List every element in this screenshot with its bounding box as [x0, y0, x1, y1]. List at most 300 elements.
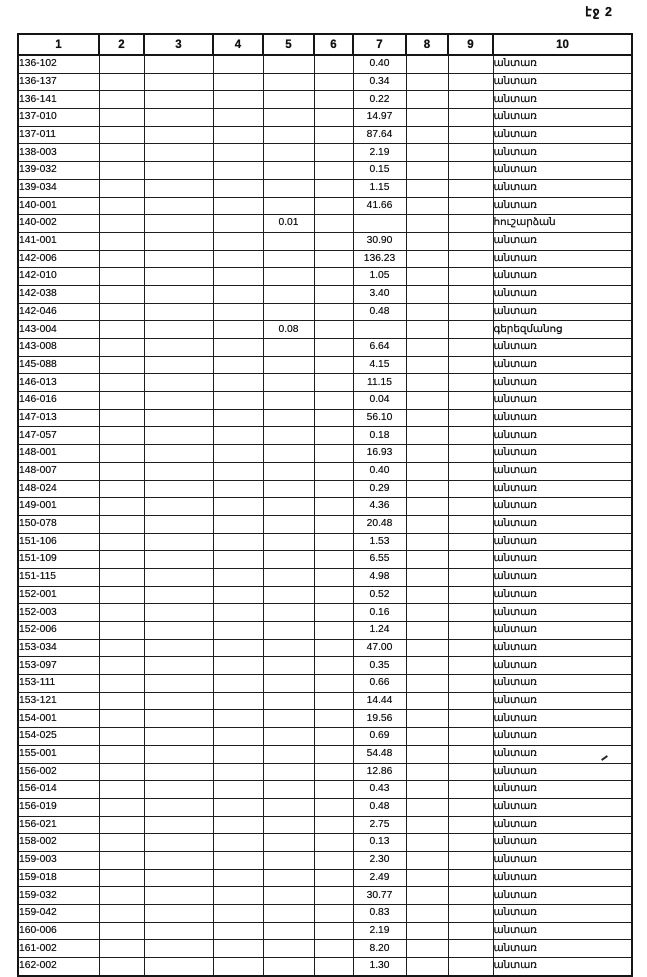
cell-empty	[213, 215, 263, 233]
cell-col5-value: 0.08	[263, 321, 314, 339]
cell-empty	[314, 144, 353, 162]
cell-empty	[213, 834, 263, 852]
table-row	[18, 321, 632, 339]
cell-area-value: 4.15	[353, 356, 406, 374]
cell-parcel-id: 142-010	[18, 268, 99, 286]
cell-land-use: անտառ	[493, 798, 632, 816]
cell-empty	[213, 144, 263, 162]
cell-empty	[406, 285, 448, 303]
cell-col5-value	[263, 551, 314, 569]
cell-empty	[406, 55, 448, 73]
cell-parcel-id: 142-038	[18, 285, 99, 303]
column-header-4: 4	[213, 34, 263, 55]
cell-empty	[144, 781, 213, 799]
cell-area-value	[353, 215, 406, 233]
column-header-2: 2	[99, 34, 144, 55]
cell-empty	[144, 622, 213, 640]
table-row	[18, 515, 632, 533]
column-header-10: 10	[493, 34, 632, 55]
cell-col5-value	[263, 445, 314, 463]
cell-empty	[448, 109, 493, 127]
table-row	[18, 958, 632, 976]
cell-parcel-id: 151-109	[18, 551, 99, 569]
table-row	[18, 905, 632, 923]
table-header-row	[18, 34, 632, 55]
table-body	[18, 55, 632, 976]
cell-area-value: 12.86	[353, 763, 406, 781]
cell-empty	[406, 710, 448, 728]
cell-empty	[406, 568, 448, 586]
cell-empty	[99, 905, 144, 923]
cell-land-use: անտառ	[493, 445, 632, 463]
cell-area-value: 11.15	[353, 374, 406, 392]
cell-empty	[314, 551, 353, 569]
cell-area-value: 2.30	[353, 851, 406, 869]
cell-parcel-id: 162-002	[18, 958, 99, 976]
cell-area-value: 4.98	[353, 568, 406, 586]
cell-area-value: 0.66	[353, 675, 406, 693]
table-row	[18, 409, 632, 427]
column-header-6: 6	[314, 34, 353, 55]
cell-empty	[213, 922, 263, 940]
cell-empty	[406, 745, 448, 763]
cell-area-value: 1.30	[353, 958, 406, 976]
cell-parcel-id: 154-001	[18, 710, 99, 728]
cell-col5-value	[263, 622, 314, 640]
cell-empty	[406, 303, 448, 321]
cell-land-use: անտառ	[493, 586, 632, 604]
cell-empty	[406, 834, 448, 852]
cell-empty	[99, 745, 144, 763]
cell-area-value: 2.19	[353, 922, 406, 940]
cell-parcel-id: 159-032	[18, 887, 99, 905]
cell-empty	[99, 303, 144, 321]
cell-empty	[144, 109, 213, 127]
cell-land-use: անտառ	[493, 55, 632, 73]
cell-empty	[99, 710, 144, 728]
cell-empty	[448, 55, 493, 73]
cell-area-value: 41.66	[353, 197, 406, 215]
cell-empty	[213, 73, 263, 91]
table-row	[18, 144, 632, 162]
cell-col5-value	[263, 940, 314, 958]
cell-col5-value	[263, 533, 314, 551]
cell-empty	[448, 126, 493, 144]
cell-empty	[406, 905, 448, 923]
cell-empty	[144, 798, 213, 816]
cell-empty	[213, 55, 263, 73]
cell-empty	[99, 215, 144, 233]
cell-land-use: անտառ	[493, 834, 632, 852]
cell-empty	[213, 515, 263, 533]
cell-empty	[213, 940, 263, 958]
cell-land-use: անտառ	[493, 126, 632, 144]
cell-empty	[99, 763, 144, 781]
cell-col5-value	[263, 303, 314, 321]
table-row	[18, 692, 632, 710]
cell-empty	[448, 268, 493, 286]
cell-col5-value	[263, 462, 314, 480]
cell-col5-value	[263, 869, 314, 887]
table-row	[18, 533, 632, 551]
cell-empty	[406, 551, 448, 569]
cell-empty	[448, 498, 493, 516]
cell-empty	[99, 922, 144, 940]
cell-empty	[314, 639, 353, 657]
cell-empty	[314, 816, 353, 834]
cell-col5-value	[263, 515, 314, 533]
cell-empty	[314, 533, 353, 551]
cell-parcel-id: 148-024	[18, 480, 99, 498]
cell-empty	[448, 763, 493, 781]
cell-land-use: անտառ	[493, 940, 632, 958]
cell-empty	[448, 232, 493, 250]
cell-empty	[406, 639, 448, 657]
cell-area-value: 19.56	[353, 710, 406, 728]
cell-land-use: անտառ	[493, 409, 632, 427]
table-row	[18, 303, 632, 321]
table-row	[18, 197, 632, 215]
cell-empty	[448, 728, 493, 746]
cell-parcel-id: 151-115	[18, 568, 99, 586]
cell-area-value: 0.29	[353, 480, 406, 498]
cell-empty	[99, 834, 144, 852]
cell-parcel-id: 159-003	[18, 851, 99, 869]
cell-land-use: անտառ	[493, 692, 632, 710]
cell-empty	[213, 162, 263, 180]
cell-land-use: անտառ	[493, 710, 632, 728]
cell-land-use: անտառ	[493, 144, 632, 162]
cell-parcel-id: 146-016	[18, 392, 99, 410]
cell-empty	[314, 675, 353, 693]
cell-parcel-id: 136-137	[18, 73, 99, 91]
cell-empty	[144, 692, 213, 710]
cell-empty	[144, 232, 213, 250]
cell-empty	[213, 798, 263, 816]
table-row	[18, 675, 632, 693]
cell-col5-value	[263, 905, 314, 923]
cell-parcel-id: 140-002	[18, 215, 99, 233]
cell-empty	[213, 639, 263, 657]
cell-col5-value	[263, 91, 314, 109]
cell-empty	[406, 498, 448, 516]
table-row	[18, 215, 632, 233]
cell-empty	[213, 710, 263, 728]
cell-empty	[213, 109, 263, 127]
cell-empty	[406, 887, 448, 905]
cell-empty	[448, 533, 493, 551]
cadastral-data-table	[17, 33, 633, 977]
cell-empty	[314, 392, 353, 410]
cell-empty	[406, 515, 448, 533]
cell-empty	[213, 763, 263, 781]
cell-col5-value	[263, 710, 314, 728]
cell-empty	[99, 586, 144, 604]
cell-area-value: 30.90	[353, 232, 406, 250]
column-header-5: 5	[263, 34, 314, 55]
cell-empty	[99, 126, 144, 144]
table-row	[18, 445, 632, 463]
cell-empty	[314, 657, 353, 675]
cell-col5-value	[263, 498, 314, 516]
cell-parcel-id: 153-111	[18, 675, 99, 693]
cell-empty	[448, 568, 493, 586]
table-row	[18, 869, 632, 887]
cell-empty	[406, 922, 448, 940]
cell-empty	[144, 498, 213, 516]
cell-empty	[213, 445, 263, 463]
cell-col5-value	[263, 179, 314, 197]
column-header-7: 7	[353, 34, 406, 55]
cell-parcel-id: 150-078	[18, 515, 99, 533]
cell-empty	[406, 321, 448, 339]
table-row	[18, 91, 632, 109]
cell-empty	[448, 515, 493, 533]
cell-empty	[99, 197, 144, 215]
table-row	[18, 179, 632, 197]
table-row	[18, 586, 632, 604]
table-row	[18, 745, 632, 763]
cell-empty	[144, 462, 213, 480]
cell-empty	[314, 745, 353, 763]
cell-land-use: անտառ	[493, 622, 632, 640]
cell-empty	[144, 639, 213, 657]
cell-empty	[448, 480, 493, 498]
cell-area-value: 0.34	[353, 73, 406, 91]
cell-empty	[314, 905, 353, 923]
cell-empty	[448, 215, 493, 233]
cell-empty	[448, 409, 493, 427]
cell-empty	[144, 392, 213, 410]
cell-parcel-id: 159-018	[18, 869, 99, 887]
cell-parcel-id: 156-002	[18, 763, 99, 781]
cell-empty	[314, 728, 353, 746]
cell-col5-value	[263, 374, 314, 392]
cell-empty	[144, 73, 213, 91]
cell-area-value: 1.05	[353, 268, 406, 286]
cell-empty	[314, 215, 353, 233]
cell-empty	[144, 905, 213, 923]
cell-area-value: 0.13	[353, 834, 406, 852]
cell-empty	[99, 144, 144, 162]
table-row	[18, 162, 632, 180]
cell-empty	[406, 533, 448, 551]
cell-empty	[99, 869, 144, 887]
cell-empty	[448, 816, 493, 834]
cell-empty	[144, 162, 213, 180]
cell-empty	[448, 339, 493, 357]
cell-empty	[448, 427, 493, 445]
cell-area-value: 0.16	[353, 604, 406, 622]
cell-area-value: 1.53	[353, 533, 406, 551]
cell-empty	[144, 728, 213, 746]
cell-empty	[99, 179, 144, 197]
cell-area-value: 0.40	[353, 55, 406, 73]
cell-parcel-id: 137-011	[18, 126, 99, 144]
table-row	[18, 639, 632, 657]
cell-empty	[314, 356, 353, 374]
cell-parcel-id: 143-004	[18, 321, 99, 339]
table-row	[18, 604, 632, 622]
cell-land-use: անտառ	[493, 604, 632, 622]
cell-area-value: 14.97	[353, 109, 406, 127]
cell-col5-value	[263, 586, 314, 604]
cell-empty	[213, 374, 263, 392]
cell-land-use: անտառ	[493, 728, 632, 746]
cell-col5-value	[263, 162, 314, 180]
cell-empty	[406, 339, 448, 357]
cell-empty	[448, 197, 493, 215]
cell-empty	[448, 940, 493, 958]
cell-empty	[213, 604, 263, 622]
cell-empty	[314, 515, 353, 533]
cell-empty	[448, 851, 493, 869]
cell-empty	[406, 869, 448, 887]
cell-empty	[314, 321, 353, 339]
cell-col5-value	[263, 250, 314, 268]
cell-empty	[448, 798, 493, 816]
cell-area-value: 4.36	[353, 498, 406, 516]
cell-land-use: անտառ	[493, 515, 632, 533]
cell-empty	[99, 940, 144, 958]
cell-empty	[314, 374, 353, 392]
cell-col5-value	[263, 126, 314, 144]
cell-empty	[99, 533, 144, 551]
table-row	[18, 798, 632, 816]
cell-area-value: 87.64	[353, 126, 406, 144]
cell-empty	[314, 692, 353, 710]
cell-area-value: 2.75	[353, 816, 406, 834]
cell-empty	[99, 728, 144, 746]
cell-empty	[144, 91, 213, 109]
table-row	[18, 285, 632, 303]
cell-parcel-id: 140-001	[18, 197, 99, 215]
cell-empty	[144, 887, 213, 905]
cell-empty	[406, 657, 448, 675]
cell-empty	[99, 321, 144, 339]
cell-empty	[99, 816, 144, 834]
cell-area-value: 1.15	[353, 179, 406, 197]
table-row	[18, 940, 632, 958]
table-row	[18, 657, 632, 675]
cell-parcel-id: 155-001	[18, 745, 99, 763]
cell-area-value: 30.77	[353, 887, 406, 905]
cell-empty	[406, 91, 448, 109]
cell-area-value: 0.69	[353, 728, 406, 746]
cell-empty	[448, 675, 493, 693]
cell-land-use: անտառ	[493, 816, 632, 834]
cell-empty	[213, 551, 263, 569]
page-number-label: էջ 2	[585, 5, 613, 19]
cell-parcel-id: 149-001	[18, 498, 99, 516]
table-row	[18, 356, 632, 374]
cell-col5-value	[263, 109, 314, 127]
cell-empty	[406, 392, 448, 410]
table-row	[18, 126, 632, 144]
cell-empty	[406, 427, 448, 445]
cell-empty	[314, 568, 353, 586]
cell-area-value: 0.15	[353, 162, 406, 180]
cell-empty	[213, 232, 263, 250]
cell-empty	[406, 232, 448, 250]
cell-empty	[144, 285, 213, 303]
cell-empty	[99, 109, 144, 127]
cell-empty	[314, 887, 353, 905]
cell-empty	[314, 940, 353, 958]
cell-empty	[406, 763, 448, 781]
table-row	[18, 781, 632, 799]
cell-land-use: անտառ	[493, 162, 632, 180]
cell-empty	[213, 91, 263, 109]
cell-parcel-id: 151-106	[18, 533, 99, 551]
cell-empty	[99, 692, 144, 710]
cell-empty	[406, 445, 448, 463]
cell-empty	[314, 409, 353, 427]
cell-empty	[406, 374, 448, 392]
cell-empty	[448, 692, 493, 710]
cell-parcel-id: 147-013	[18, 409, 99, 427]
cell-col5-value	[263, 657, 314, 675]
cell-empty	[144, 268, 213, 286]
cell-empty	[213, 179, 263, 197]
cell-parcel-id: 153-121	[18, 692, 99, 710]
cell-col5-value	[263, 73, 314, 91]
cell-empty	[406, 622, 448, 640]
cell-empty	[314, 622, 353, 640]
table-row	[18, 568, 632, 586]
cell-col5-value: 0.01	[263, 215, 314, 233]
cell-empty	[314, 586, 353, 604]
cell-empty	[144, 427, 213, 445]
cell-empty	[99, 480, 144, 498]
cell-empty	[314, 462, 353, 480]
cell-land-use: անտառ	[493, 109, 632, 127]
cell-empty	[448, 73, 493, 91]
cell-empty	[144, 568, 213, 586]
cell-empty	[448, 374, 493, 392]
cell-area-value: 0.22	[353, 91, 406, 109]
cell-empty	[213, 568, 263, 586]
cell-empty	[99, 657, 144, 675]
cell-empty	[314, 339, 353, 357]
cell-empty	[213, 851, 263, 869]
cell-empty	[213, 321, 263, 339]
cell-empty	[448, 639, 493, 657]
cell-empty	[144, 321, 213, 339]
cell-empty	[144, 763, 213, 781]
cell-col5-value	[263, 798, 314, 816]
cell-empty	[448, 745, 493, 763]
cell-col5-value	[263, 356, 314, 374]
cell-empty	[213, 303, 263, 321]
cell-parcel-id: 156-014	[18, 781, 99, 799]
cell-empty	[406, 215, 448, 233]
cell-empty	[406, 462, 448, 480]
cell-empty	[448, 303, 493, 321]
cell-empty	[99, 409, 144, 427]
cell-col5-value	[263, 268, 314, 286]
cell-empty	[99, 285, 144, 303]
cell-land-use: անտառ	[493, 462, 632, 480]
cell-land-use: անտառ	[493, 905, 632, 923]
cell-empty	[99, 250, 144, 268]
cell-empty	[406, 728, 448, 746]
cell-empty	[99, 958, 144, 976]
cell-area-value: 0.43	[353, 781, 406, 799]
cell-empty	[144, 958, 213, 976]
cell-empty	[448, 91, 493, 109]
cell-land-use: անտառ	[493, 427, 632, 445]
